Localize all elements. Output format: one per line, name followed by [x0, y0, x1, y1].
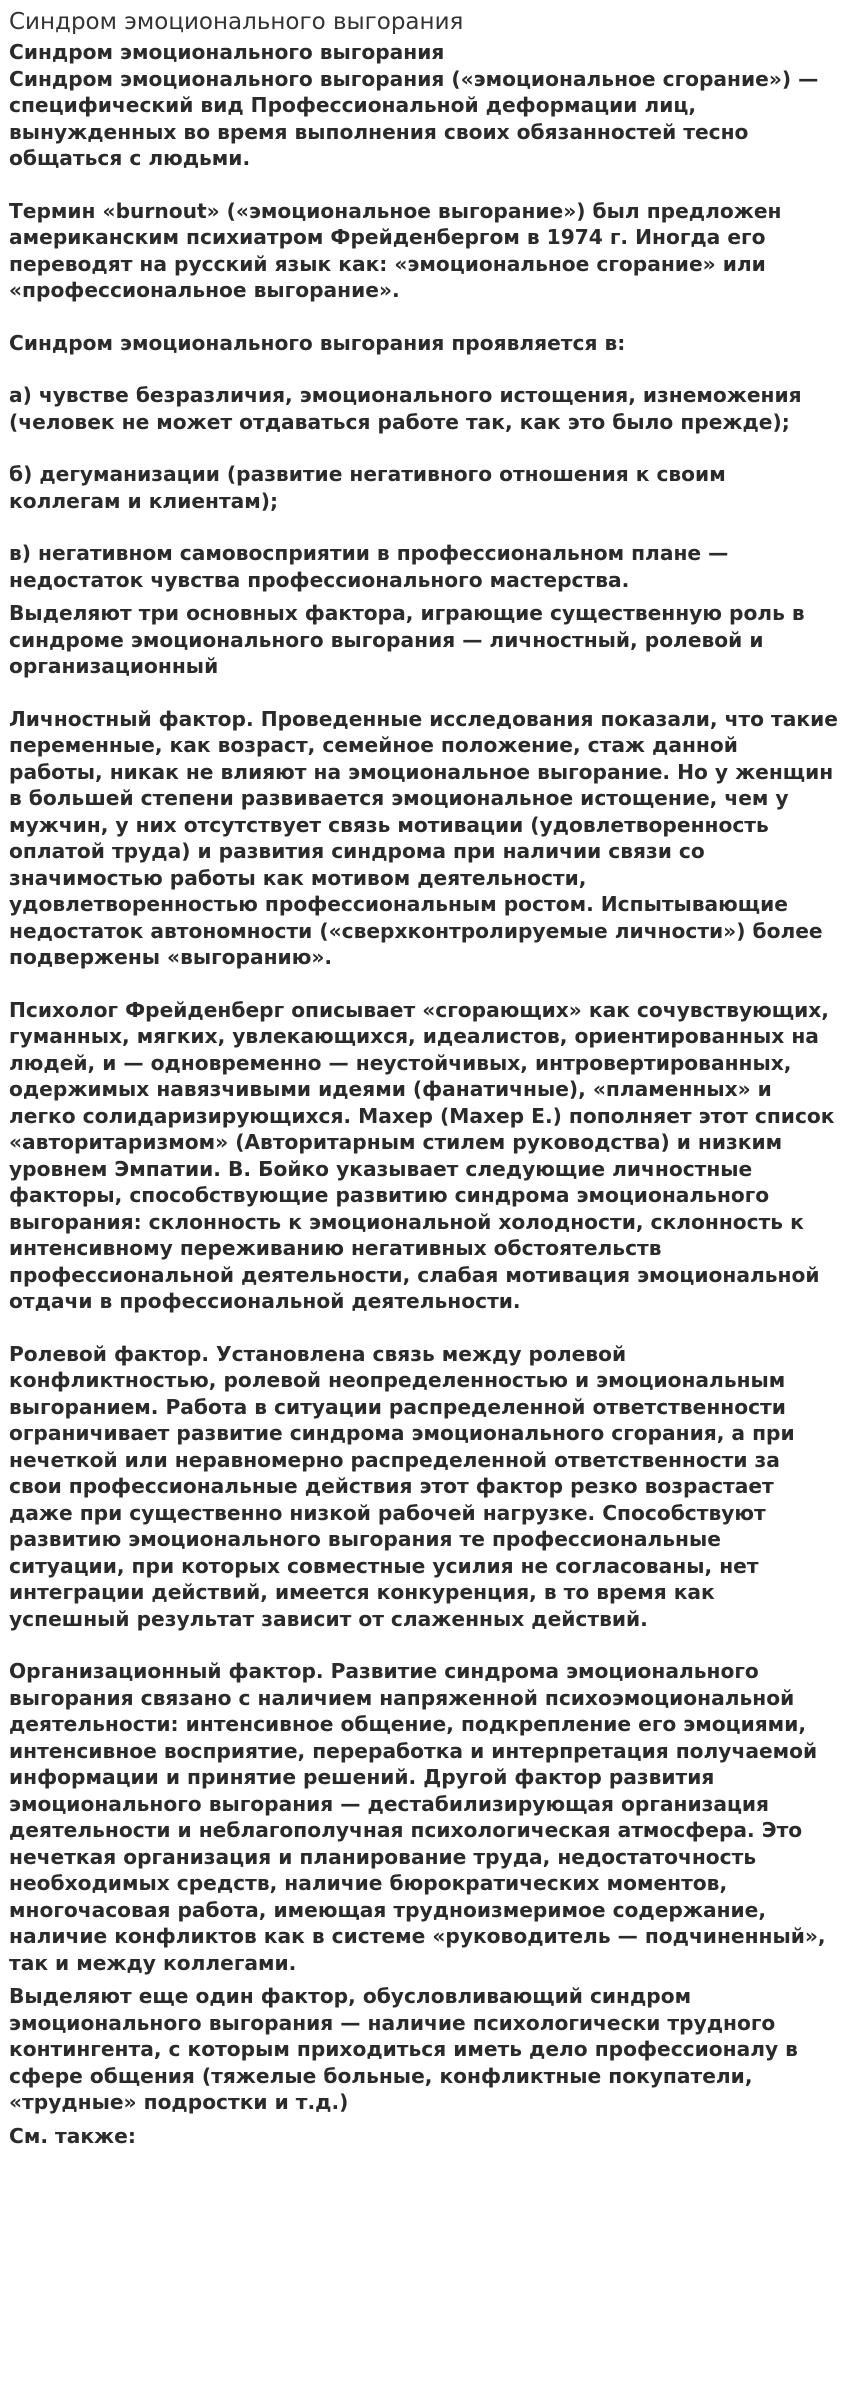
- paragraph-another-factor: Выделяют еще один фактор, обусловливающий синдром эмоционального выгорания — наличие психологически трудного контингента, с которым приходиться иметь дело профессионалу в сфере общения (тяжелые больные, конфликтные покупатели, «трудные» подростки и т.д.): [9, 1984, 798, 2114]
- paragraph-role-factor: Ролевой фактор. Установлена связь между ролевой конфликтностью, ролевой неопределенностью и эмоциональным выгоранием. Работа в ситуации распределенной ответственности ограничивает развитие синдрома эмоционального сгорания, а при нечеткой или неравномерно распределенной ответственности за свои профессиональные действия этот фактор резко возрастает даже при существенно низкой рабочей нагрузке. Способствуют развитию эмоционального выгорания те профессиональные ситуации, при которых совместные усилия не согласованы, нет интеграции действий, имеется конкуренция, в то время как успешный результат зависит от слаженных действий.: [9, 1341, 795, 1631]
- paragraph-term-origin: Термин «burnout» («эмоциональное выгорание») был предложен американским психиатром Фрейденбергом в 1974 г. Иногда его переводят на русский язык как: «эмоциональное сгорание» или «профессиональное выгорание».: [9, 198, 782, 302]
- paragraph-three-factors: Выделяют три основных фактора, играющие существенную роль в синдроме эмоционального выгорания — личностный, ролевой и организационный: [9, 601, 805, 678]
- article-heading: Синдром эмоционального выгорания: [9, 40, 445, 64]
- article-body: [9, 39, 838, 2149]
- page-title: Синдром эмоционального выгорания: [9, 9, 464, 35]
- see-also-label: См. также:: [9, 2123, 136, 2148]
- paragraph-personal-factor: Личностный фактор. Проведенные исследования показали, что такие переменные, как возраст, семейное положение, стаж данной работы, никак не влияют на эмоциональное выгорание. Но у женщин в большей степени развивается эмоциональное истощение, чем у мужчин, у них отсутствует связь мотивации (удовлетворенность оплатой труда) и развития синдрома при наличии связи со значимостью работы как мотивом деятельности, удовлетворенностью профессиональным ростом. Испытывающие недостаток автономности («сверхконтролируемые личности») более подвержены «выгоранию».: [9, 706, 838, 969]
- list-item-a: а) чувстве безразличия, эмоционального истощения, изнеможения (человек не может отдаваться работе так, как это было прежде);: [9, 383, 802, 434]
- list-item-b: б) дегуманизации (развитие негативного отношения к своим коллегам и клиентам);: [9, 462, 726, 513]
- paragraph-organizational-factor: Организационный фактор. Развитие синдрома эмоционального выгорания связано с наличием напряженной психоэмоциональной деятельности: интенсивное общение, подкрепление его эмоциями, интенсивное восприятие, переработка и интерпретация получаемой информации и принятие решений. Другой фактор развития эмоционального выгорания — дестабилизирующая организация деятельности и неблагополучная психологическая атмосфера. Это нечеткая организация и планирование труда, недостаточность необходимых средств, наличие бюрократических моментов, многочасовая работа, имеющая трудноизмеримое содержание, наличие конфликтов как в системе «руководитель — подчиненный», так и между коллегами.: [9, 1659, 826, 1975]
- paragraph-definition: Синдром эмоционального выгорания («эмоциональное сгорание») — специфический вид Профессиональной деформации лиц, вынужденных во время выполнения своих обязанностей тесно общаться с людьми.: [9, 66, 819, 170]
- paragraph-freudenberger: Психолог Фрейденберг описывает «сгорающих» как сочувствующих, гуманных, мягких, увлекающихся, идеалистов, ориентированных на людей, и — одновременно — неустойчивых, интровертированных, одержимых навязчивыми идеями (фанатичные), «пламенных» и легко солидаризирующихся. Махер (Maxер E.) пополняет этот список «авторитаризмом» (Авторитарным стилем руководства) и низким уровнем Эмпатии. В. Бойко указывает следующие личностные факторы, способствующие развитию синдрома эмоционального выгорания: склонность к эмоциональной холодности, склонность к интенсивному переживанию негативных обстоятельств профессиональной деятельности, слабая мотивация эмоциональной отдачи в профессиональной деятельности.: [9, 997, 835, 1313]
- paragraph-manifests-in: Синдром эмоционального выгорания проявляется в:: [9, 330, 626, 355]
- list-item-c: в) негативном самовосприятии в профессиональном плане — недостаток чувства профессионального мастерства.: [9, 541, 729, 592]
